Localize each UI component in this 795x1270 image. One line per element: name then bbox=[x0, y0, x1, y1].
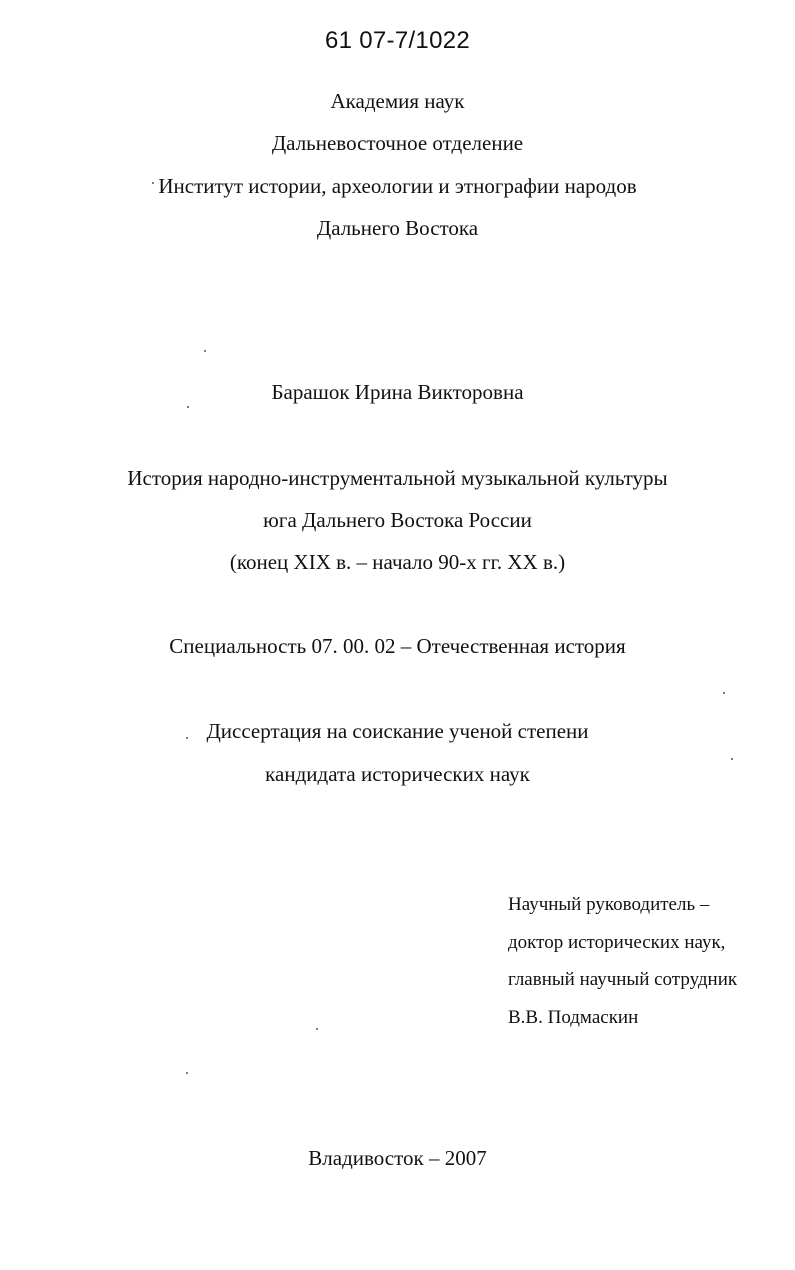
thesis-title-line-2: юга Дальнего Востока России bbox=[263, 508, 532, 532]
scan-speck bbox=[152, 182, 154, 184]
archive-code: 61 07-7/1022 bbox=[324, 27, 471, 54]
institution-line-1: Академия наук bbox=[330, 89, 465, 113]
supervisor-line-1: Научный руководитель – bbox=[508, 894, 710, 915]
scan-speck bbox=[186, 1072, 188, 1074]
institution-line-3: Институт истории, археологии и этнографии народов bbox=[158, 174, 637, 198]
thesis-title-line-3: (конец XIX в. – начало 90-х гг. XX в.) bbox=[229, 550, 566, 574]
scan-speck bbox=[186, 737, 188, 739]
supervisor-line-3: главный научный сотрудник bbox=[508, 969, 738, 990]
scan-speck bbox=[316, 1028, 318, 1030]
specialty: Специальность 07. 00. 02 – Отечественная история bbox=[169, 634, 626, 658]
degree-line-1: Диссертация на соискание ученой степени bbox=[206, 719, 589, 743]
thesis-title-line-1: История народно-инструментальной музыкальной культуры bbox=[127, 466, 668, 490]
scan-speck bbox=[723, 692, 725, 694]
supervisor-line-2: доктор исторических наук, bbox=[508, 931, 726, 953]
place-year: Владивосток – 2007 bbox=[308, 1146, 487, 1170]
institution-line-4: Дальнего Востока bbox=[316, 216, 479, 240]
degree-line-2: кандидата исторических наук bbox=[265, 762, 530, 786]
scan-speck bbox=[204, 350, 206, 352]
supervisor-block bbox=[508, 886, 778, 1036]
scan-speck bbox=[187, 406, 189, 408]
scan-speck bbox=[731, 758, 733, 760]
author-name: Барашок Ирина Викторовна bbox=[271, 380, 524, 404]
institution-line-2: Дальневосточное отделение bbox=[271, 131, 524, 155]
supervisor-line-4: В.В. Подмаскин bbox=[508, 1006, 639, 1028]
